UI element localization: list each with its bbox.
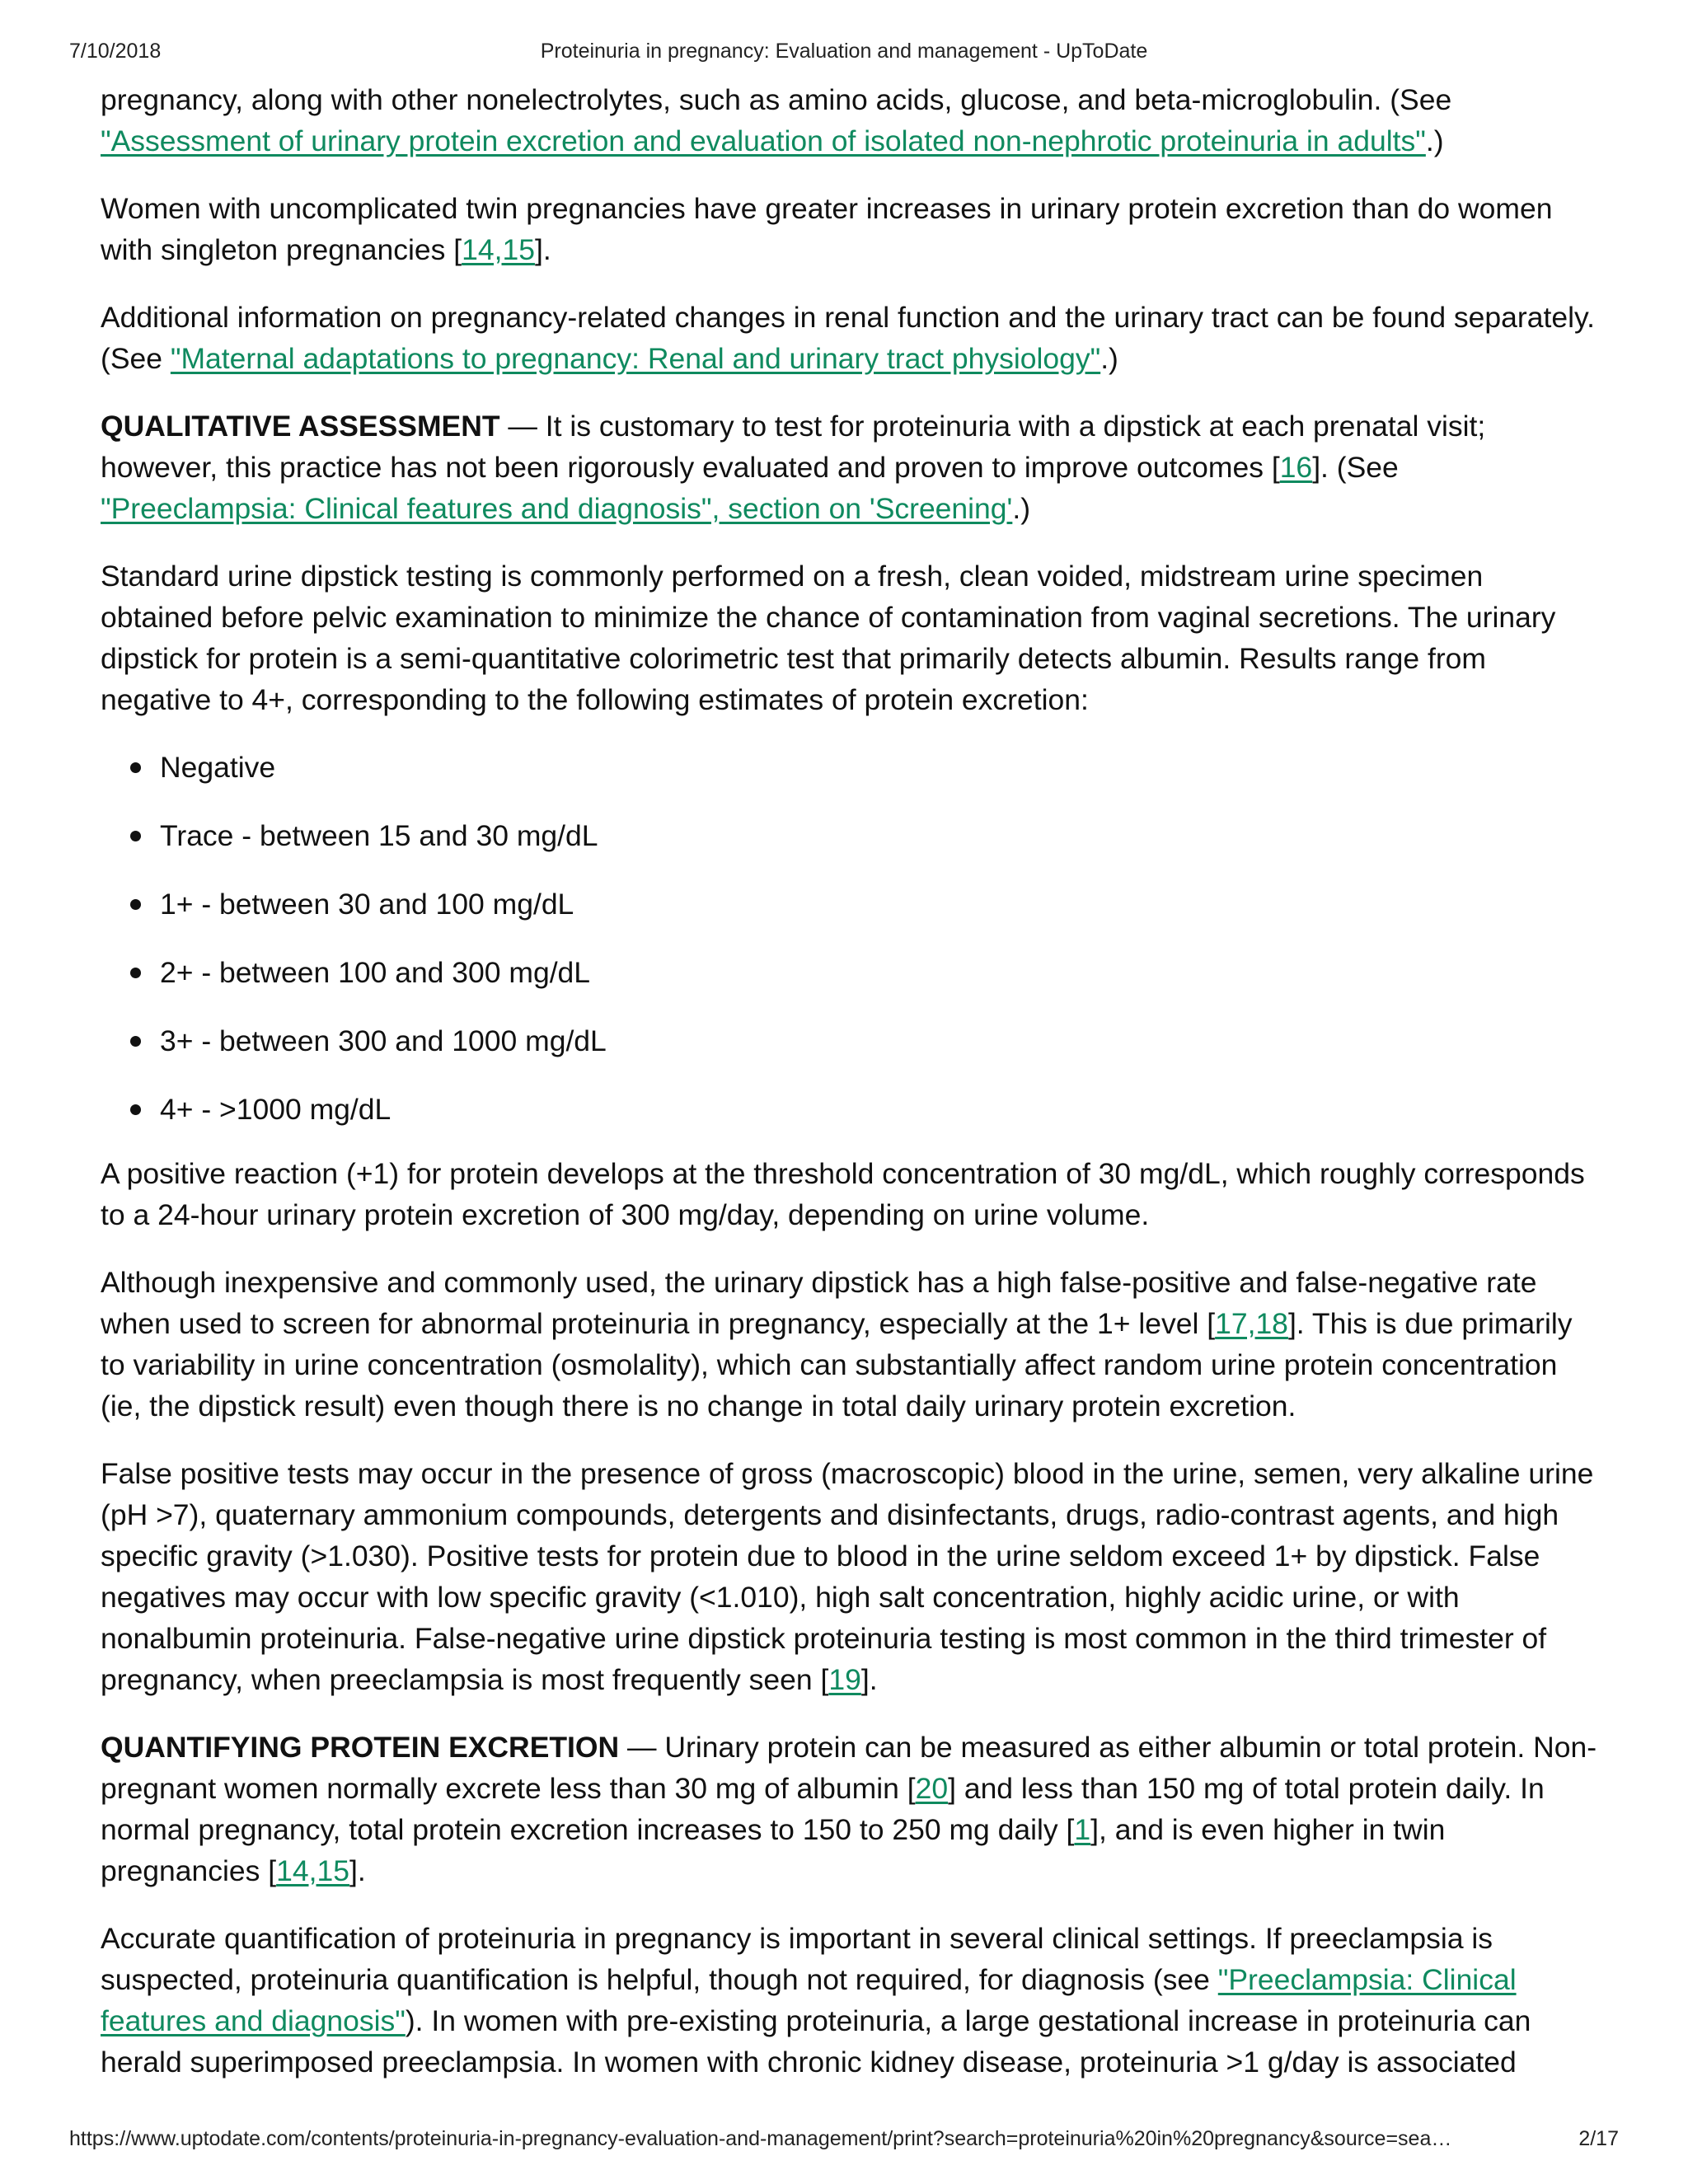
bullet-icon bbox=[130, 1036, 141, 1047]
paragraph-dipstick-testing: Standard urine dipstick testing is commonly performed on a fresh, clean voided, midstream urine specimen obtained before pelvic examination to minimize the chance of contamination from vaginal secretions. The urinary dipstick for protein is a semi-quantitative colorimetric test that primarily detects albumin. Results range from negative to 4+, corresponding to the following estimates of protein excretion: bbox=[101, 560, 1556, 716]
link-maternal-adaptations[interactable]: "Maternal adaptations to pregnancy: Renal and urinary tract physiology" bbox=[170, 342, 1101, 375]
list-item: 3+ - between 300 and 1000 mg/dL bbox=[101, 1020, 1599, 1089]
section-qualitative-assessment: QUALITATIVE ASSESSMENT — It is customary to test for proteinuria with a dipstick at each prenatal visit; however, this practice has not been rigorously evaluated and proven to improve outcomes [16]. (See "Preeclampsia: Clinical features and diagnosis", section on 'Screening'.) bbox=[101, 410, 1486, 525]
bullet-icon bbox=[130, 1104, 141, 1115]
paragraph-false-positives: False positive tests may occur in the presence of gross (macroscopic) blood in the urine, semen, very alkaline urine (pH >7), quaternary ammonium compounds, detergents and disinfectants, drugs, radio-contrast agents, and high specific gravity (>1.030). Positive tests for protein due to blood in the urine seldom exceed 1+ by dipstick. False negatives may occur with low specific gravity (<1.010), high salt concentration, highly acidic urine, or with nonalbumin proteinuria. False-negative urine dipstick proteinuria testing is most common in the third trimester of pregnancy, when preeclampsia is most frequently seen [19]. bbox=[101, 1457, 1594, 1696]
print-header bbox=[69, 40, 1619, 69]
reference-link[interactable]: 16 bbox=[1279, 451, 1313, 484]
reference-link[interactable]: 20 bbox=[915, 1772, 949, 1805]
reference-link[interactable]: 19 bbox=[828, 1663, 861, 1696]
page-number: 2/17 bbox=[1578, 2127, 1619, 2150]
bullet-icon bbox=[130, 762, 141, 773]
link-preeclampsia-screening[interactable]: "Preeclampsia: Clinical features and diagnosis", section on 'Screening' bbox=[101, 492, 1013, 525]
paragraph-twin-pregnancies: Women with uncomplicated twin pregnancies have greater increases in urinary protein excretion than do women with singleton pregnancies [14,15]. bbox=[101, 192, 1553, 266]
list-item: Negative bbox=[101, 747, 1599, 815]
bullet-icon bbox=[130, 968, 141, 978]
link-preeclampsia-diagnosis[interactable]: "Preeclampsia: Clinical features and diagnosis" bbox=[101, 1963, 1517, 2037]
print-date: 7/10/2018 bbox=[69, 40, 162, 63]
page-title: Proteinuria in pregnancy: Evaluation and management - UpToDate bbox=[540, 40, 1148, 63]
list-item: Trace - between 15 and 30 mg/dL bbox=[101, 815, 1599, 883]
print-footer bbox=[69, 2127, 1619, 2157]
link-assessment-urinary-protein[interactable]: "Assessment of urinary protein excretion and evaluation of isolated non-nephrotic proteinuria in adults" bbox=[101, 124, 1426, 157]
reference-link[interactable]: 14,15 bbox=[276, 1854, 349, 1887]
section-heading: QUALITATIVE ASSESSMENT bbox=[101, 410, 500, 443]
section-heading: QUANTIFYING PROTEIN EXCRETION bbox=[101, 1731, 620, 1764]
dipstick-results-list bbox=[101, 747, 1599, 1153]
list-item: 2+ - between 100 and 300 mg/dL bbox=[101, 952, 1599, 1020]
list-item: 4+ - >1000 mg/dL bbox=[101, 1089, 1599, 1153]
list-item: 1+ - between 30 and 100 mg/dL bbox=[101, 883, 1599, 952]
bullet-icon bbox=[130, 899, 141, 910]
page-url: https://www.uptodate.com/contents/proteinuria-in-pregnancy-evaluation-and-management/print?search=proteinuria%20in%20pregnancy&source=sea… bbox=[69, 2127, 1452, 2150]
article-body bbox=[101, 79, 1599, 2109]
paragraph-intro: pregnancy, along with other nonelectrolytes, such as amino acids, glucose, and beta-microglobulin. (See "Assessment of urinary protein excretion and evaluation of isolated non-nephrotic proteinuria in adults".) bbox=[101, 83, 1452, 157]
bullet-icon bbox=[130, 831, 141, 841]
paragraph-additional-info: Additional information on pregnancy-related changes in renal function and the urinary tract can be found separately. (See "Maternal adaptations to pregnancy: Renal and urinary tract physiology".) bbox=[101, 301, 1595, 375]
paragraph-false-rates: Although inexpensive and commonly used, the urinary dipstick has a high false-positive and false-negative rate when used to screen for abnormal proteinuria in pregnancy, especially at the 1+ level [17,18]. This is due primarily to variability in urine concentration (osmolality), which can substantially affect random urine protein concentration (ie, the dipstick result) even though there is no change in total daily urinary protein excretion. bbox=[101, 1266, 1573, 1422]
reference-link[interactable]: 1 bbox=[1074, 1813, 1091, 1846]
reference-link[interactable]: 17,18 bbox=[1215, 1307, 1288, 1340]
reference-link[interactable]: 14,15 bbox=[462, 233, 535, 266]
paragraph-accurate-quantification: Accurate quantification of proteinuria in pregnancy is important in several clinical settings. If preeclampsia is suspected, proteinuria quantification is helpful, though not required, for diagnosis (see "Preeclampsia: Clinical features and diagnosis"). In women with pre-existing proteinuria, a large gestational increase in proteinuria can herald superimposed preeclampsia. In women with chronic kidney disease, proteinuria >1 g/day is associated bbox=[101, 1922, 1531, 2079]
section-quantifying-protein: QUANTIFYING PROTEIN EXCRETION — Urinary protein can be measured as either albumin or total protein. Non-pregnant women normally excrete less than 30 mg of albumin [20] and less than 150 mg of total protein daily. In normal pregnancy, total protein excretion increases to 150 to 250 mg daily [1], and is even higher in twin pregnancies [14,15]. bbox=[101, 1731, 1597, 1887]
paragraph-positive-reaction: A positive reaction (+1) for protein develops at the threshold concentration of 30 mg/dL, which roughly corresponds to a 24-hour urinary protein excretion of 300 mg/day, depending on urine volume. bbox=[101, 1157, 1585, 1231]
